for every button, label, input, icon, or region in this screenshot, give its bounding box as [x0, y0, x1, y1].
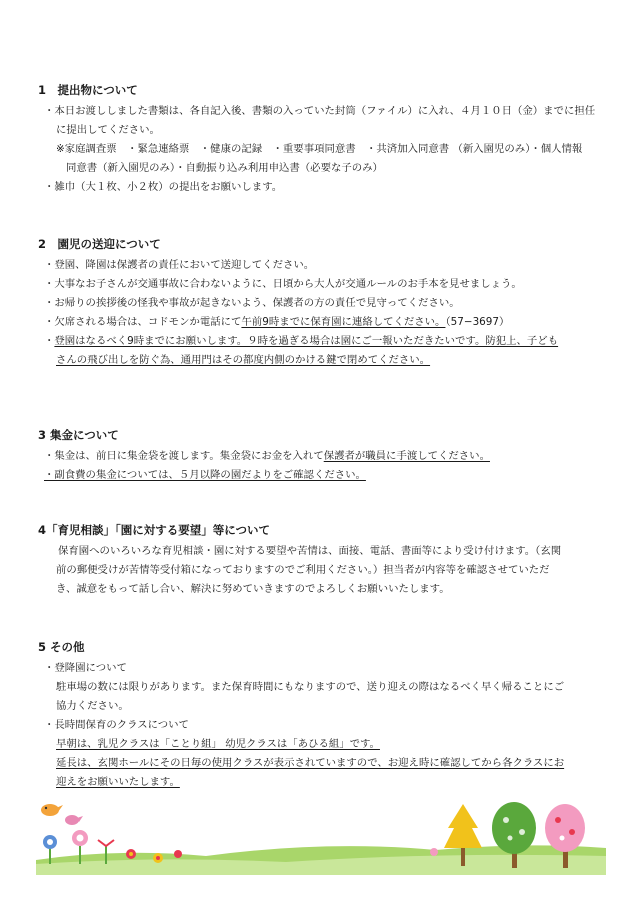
text-line	[36, 697, 606, 716]
text-line	[36, 716, 606, 735]
text-run: ※家庭調査票 ・緊急連絡票 ・健康の記録 ・重要事項同意書 ・共済加入同意書 （新入園児のみ）・個人情報	[56, 143, 583, 155]
bird-icon	[41, 804, 63, 816]
text-line	[36, 466, 606, 485]
underlined-text: さんの飛び出しを防ぐ為、通用門はその都度内側のかける鍵で閉めてください。	[56, 354, 431, 366]
flower-icon	[430, 848, 438, 856]
text-line	[36, 659, 606, 678]
flower-icon	[126, 849, 136, 859]
text-line	[36, 102, 606, 121]
text-line	[36, 140, 606, 159]
text-line	[36, 351, 606, 370]
text-line	[36, 294, 606, 313]
text-line	[36, 159, 606, 178]
section-heading: 3 集金について	[38, 428, 119, 442]
flower-icon	[153, 853, 163, 863]
section-other	[36, 639, 606, 792]
underlined-text: 迎えをお願いいたします。	[56, 776, 180, 788]
section-heading: 1 提出物について	[38, 83, 138, 97]
flower-icon	[174, 850, 182, 858]
text-run: ・集金は、前日に集金袋を渡します。集金袋にお金を入れて	[44, 450, 324, 462]
text-run: き、誠意をもって話し合い、解決に努めていきますのでよろしくお願いいたします。	[56, 583, 450, 595]
text-run: ・登降園について	[44, 662, 127, 674]
section-heading: 4「育児相談」「園に対する要望」等について	[38, 523, 271, 537]
underlined-text: 延長は、玄関ホールにその日毎の使用クラスが表示されていますので、お迎え時に確認してから各クラスにお	[56, 757, 565, 769]
text-run: 駐車場の数には限りがあります。また保育時間にもなりますので、送り迎えの際はなるべく早く帰ることにご	[56, 681, 565, 693]
text-line	[36, 580, 606, 599]
phone-number: （57−3697）	[445, 316, 510, 328]
text-run: ・お帰りの挨拶後の怪我や事故が起きないよう、保護者の方の責任で見守ってください。	[44, 297, 460, 309]
text-run: 同意書（新入園児のみ）・自動振り込み利用申込書（必要な子のみ）	[66, 162, 383, 174]
section-collection	[36, 427, 606, 485]
underlined-text: 登園はなるべく9時までにお願いします。９時を過ぎる場合は園にご一報いただきたいです。防犯上、子ども	[54, 335, 559, 347]
section-consultation	[36, 522, 606, 599]
text-line	[36, 754, 606, 773]
text-line	[36, 178, 606, 197]
text-run: に提出してください。	[56, 124, 160, 136]
text-line	[36, 735, 606, 754]
footer-illustration	[36, 790, 606, 885]
text-run: ・欠席される場合は、コドモンか電話にて	[44, 316, 242, 328]
section-pickup-dropoff	[36, 236, 606, 370]
section-heading: 2 園児の送迎について	[38, 237, 161, 251]
underlined-text: 早朝は、乳児クラスは「ことり組」 幼児クラスは「あひる組」です。	[56, 738, 380, 750]
text-line	[36, 256, 606, 275]
text-run: ・大事なお子さんが交通事故に合わないように、日頃から大人が交通ルールのお手本を見せましょう。	[44, 278, 522, 290]
text-line	[36, 275, 606, 294]
text-run: ・本日お渡ししました書類は、各自記入後、書類の入っていた封筒（ファイル）に入れ、４月１０日（金）までに担任	[44, 105, 596, 117]
underlined-text: 午前9時までに保育園に連絡してください。	[241, 316, 446, 328]
text-line	[36, 678, 606, 697]
text-run: ・雑巾（大１枚、小２枚）の提出をお願いします。	[44, 181, 283, 193]
underlined-text: ・副食費の集金については、５月以降の園だよりをご確認ください。	[44, 469, 366, 481]
text-run: ・登園、降園は保護者の責任において送迎してください。	[44, 259, 315, 271]
text-line	[36, 121, 606, 140]
text-line	[36, 561, 606, 580]
section-submissions	[36, 82, 606, 197]
text-run: ・長時間保育のクラスについて	[44, 719, 189, 731]
text-run: 協力ください。	[56, 700, 129, 712]
text-line	[36, 313, 606, 332]
text-run: ・	[44, 335, 55, 347]
text-run: 保育園へのいろいろな育児相談・園に対する要望や苦情は、面接、電話、書面等により受け付けます。（玄関	[58, 545, 562, 557]
bird-icon	[65, 815, 83, 825]
section-heading: 5 その他	[38, 640, 85, 654]
text-line	[36, 447, 606, 466]
text-line	[36, 542, 606, 561]
text-run: 前の郵便受けが苦情等受付箱になっておりますのでご利用ください。）担当者が内容等を確認させていただ	[56, 564, 550, 576]
underlined-text: 保護者が職員に手渡してください。	[323, 450, 490, 462]
text-line	[36, 332, 606, 351]
